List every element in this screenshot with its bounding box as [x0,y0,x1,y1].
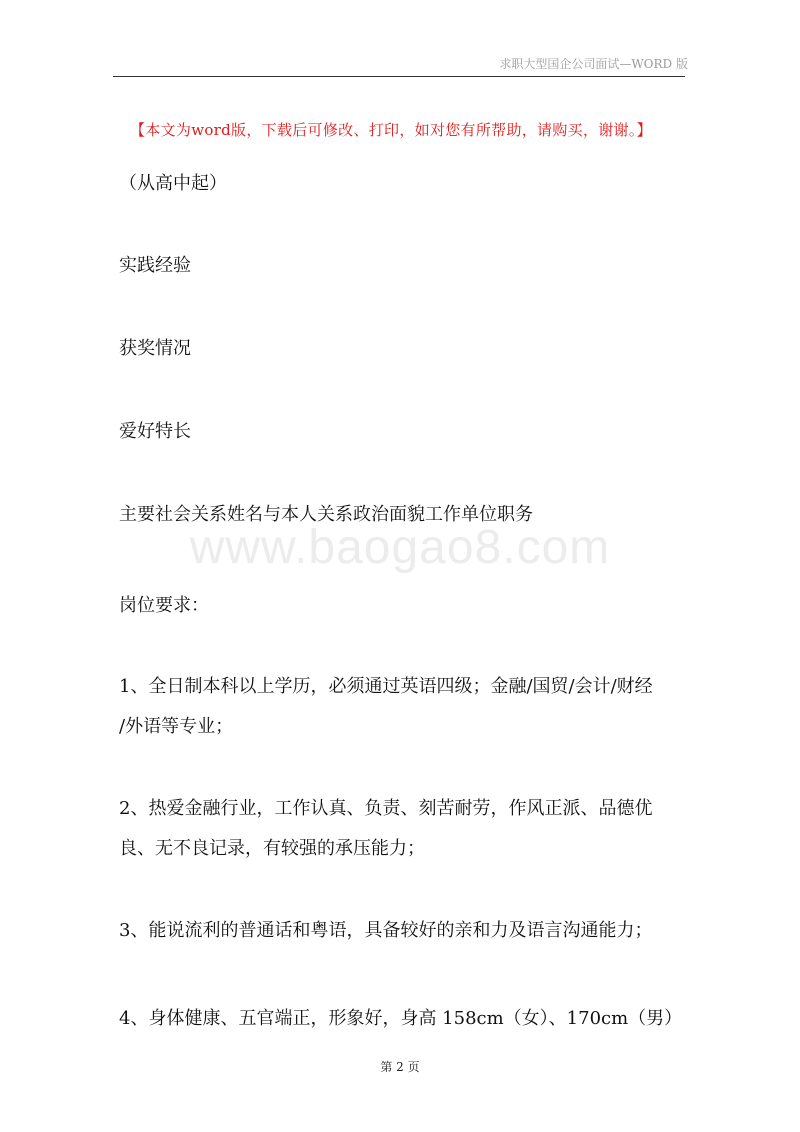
requirement-2-line-2: 良、无不良记录，有较强的承压能力； [119,838,425,859]
heading-social-relations: 主要社会关系姓名与本人关系政治面貌工作单位职务 [119,504,533,525]
heading-job-requirements: 岗位要求： [119,595,209,616]
purchase-notice: 【本文为word版，下载后可修改、打印，如对您有所帮助，请购买，谢谢。】 [130,121,652,139]
heading-awards: 获奖情况 [119,338,191,359]
requirement-3: 3、能说流利的普通话和粤语，具备较好的亲和力及语言沟通能力； [119,920,653,941]
page-number: 第 2 页 [380,1060,420,1074]
header-title: 求职大型国企公司面试—WORD 版 [499,57,688,71]
requirement-4: 4、身体健康、五官端正，形象好，身高 158cm（女）、170cm（男） [119,1008,683,1029]
watermark: www.baogao8.com [189,521,611,574]
heading-hobbies: 爱好特长 [119,421,191,442]
line-from-high-school: （从高中起） [119,173,227,194]
requirement-1-line-1: 1、全日制本科以上学历，必须通过英语四级；金融/国贸/会计/财经 [119,676,653,697]
requirement-1-line-2: /外语等专业； [119,716,234,737]
heading-practice-experience: 实践经验 [119,255,191,276]
header-divider [113,76,685,77]
requirement-2-line-1: 2、热爱金融行业，工作认真、负责、刻苦耐劳，作风正派、品德优 [119,798,653,819]
